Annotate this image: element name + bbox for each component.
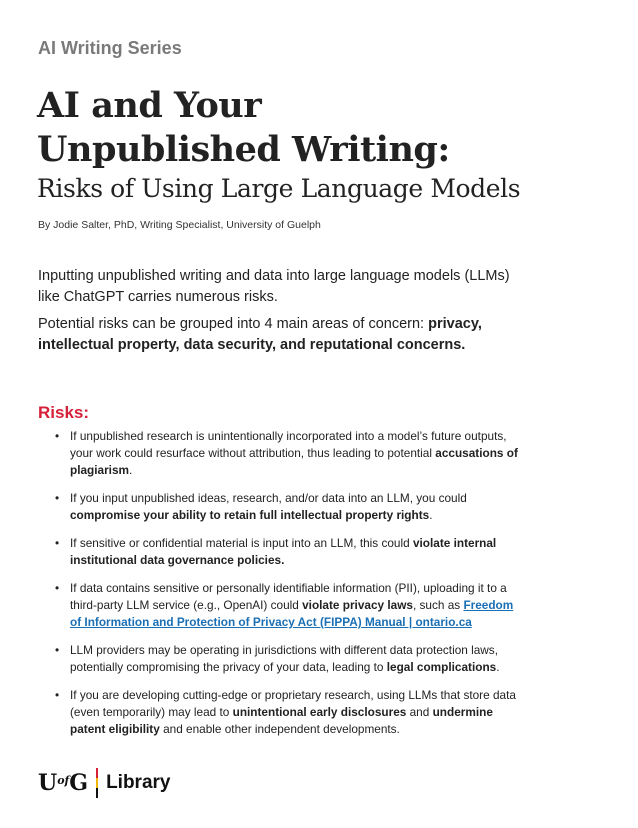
emphasis: undermine patent eligibility	[70, 705, 493, 736]
text: .	[129, 463, 133, 477]
title-line: AI and Your	[37, 85, 262, 126]
text: If you are developing cutting-edge or proprietary research, using LLMs that store data (even temporarily) may lead to	[70, 688, 516, 719]
text: If unpublished research is unintentionally incorporated into a model’s future outputs, your work could resurface without attribution, thus leading to potential	[70, 429, 507, 460]
emphasis: compromise your ability to retain full intellectual property rights	[70, 508, 430, 522]
title-line: Unpublished Writing:	[37, 129, 450, 170]
list-item	[55, 580, 525, 631]
emphasis: legal complications	[386, 660, 497, 674]
text: If sensitive or confidential material is input into an LLM, this could	[70, 536, 413, 550]
list-item	[55, 535, 525, 569]
list-item	[55, 687, 525, 738]
text: and enable other independent developments.	[159, 722, 400, 736]
list-item	[55, 490, 525, 524]
text: LLM providers may be operating in jurisdictions with different data protection laws, potentially compromising the privacy of your data, leading to	[70, 643, 498, 674]
emphasis: violate internal institutional data governance policies.	[70, 536, 497, 567]
risks-list	[55, 428, 525, 749]
text: .	[496, 660, 500, 674]
uofg-logo: $U^{of}G$	[38, 770, 89, 796]
emphasis: accusations of plagiarism	[70, 446, 518, 477]
text: .	[429, 508, 433, 522]
fippa-link[interactable]: Freedom of Information and Protection of Privacy Act (FIPPA) Manual | ontario.ca	[70, 598, 514, 629]
emphasis: privacy, intellectual property, data security, and reputational concerns.	[38, 316, 482, 353]
list-item	[55, 428, 525, 479]
text: If data contains sensitive or personally identifiable information (PII), uploading it to a third-party LLM service (e.g., OpenAI) could	[70, 581, 507, 612]
library-label: Library	[106, 772, 171, 793]
byline: By Jodie Salter, PhD, Writing Specialist, University of Guelph	[38, 219, 321, 231]
concerns-paragraph	[38, 314, 518, 356]
uofg-library-logo	[38, 768, 170, 798]
series-label: AI Writing Series	[38, 38, 182, 58]
logo-divider	[96, 768, 98, 798]
intro-paragraph: Inputting unpublished writing and data into large language models (LLMs) like ChatGPT carries numerous risks.	[38, 268, 510, 305]
emphasis: violate privacy laws	[302, 598, 413, 612]
page-title	[37, 84, 450, 172]
text: If you input unpublished ideas, research, and/or data into an LLM, you could	[70, 491, 467, 505]
text: and	[406, 705, 433, 719]
risks-heading: Risks:	[38, 403, 90, 422]
text: Potential risks can be grouped into 4 main areas of concern:	[38, 316, 429, 332]
list-item	[55, 642, 525, 676]
emphasis: unintentional early disclosures	[232, 705, 407, 719]
subtitle: Risks of Using Large Language Models	[37, 174, 521, 203]
text: , such as	[412, 598, 464, 612]
